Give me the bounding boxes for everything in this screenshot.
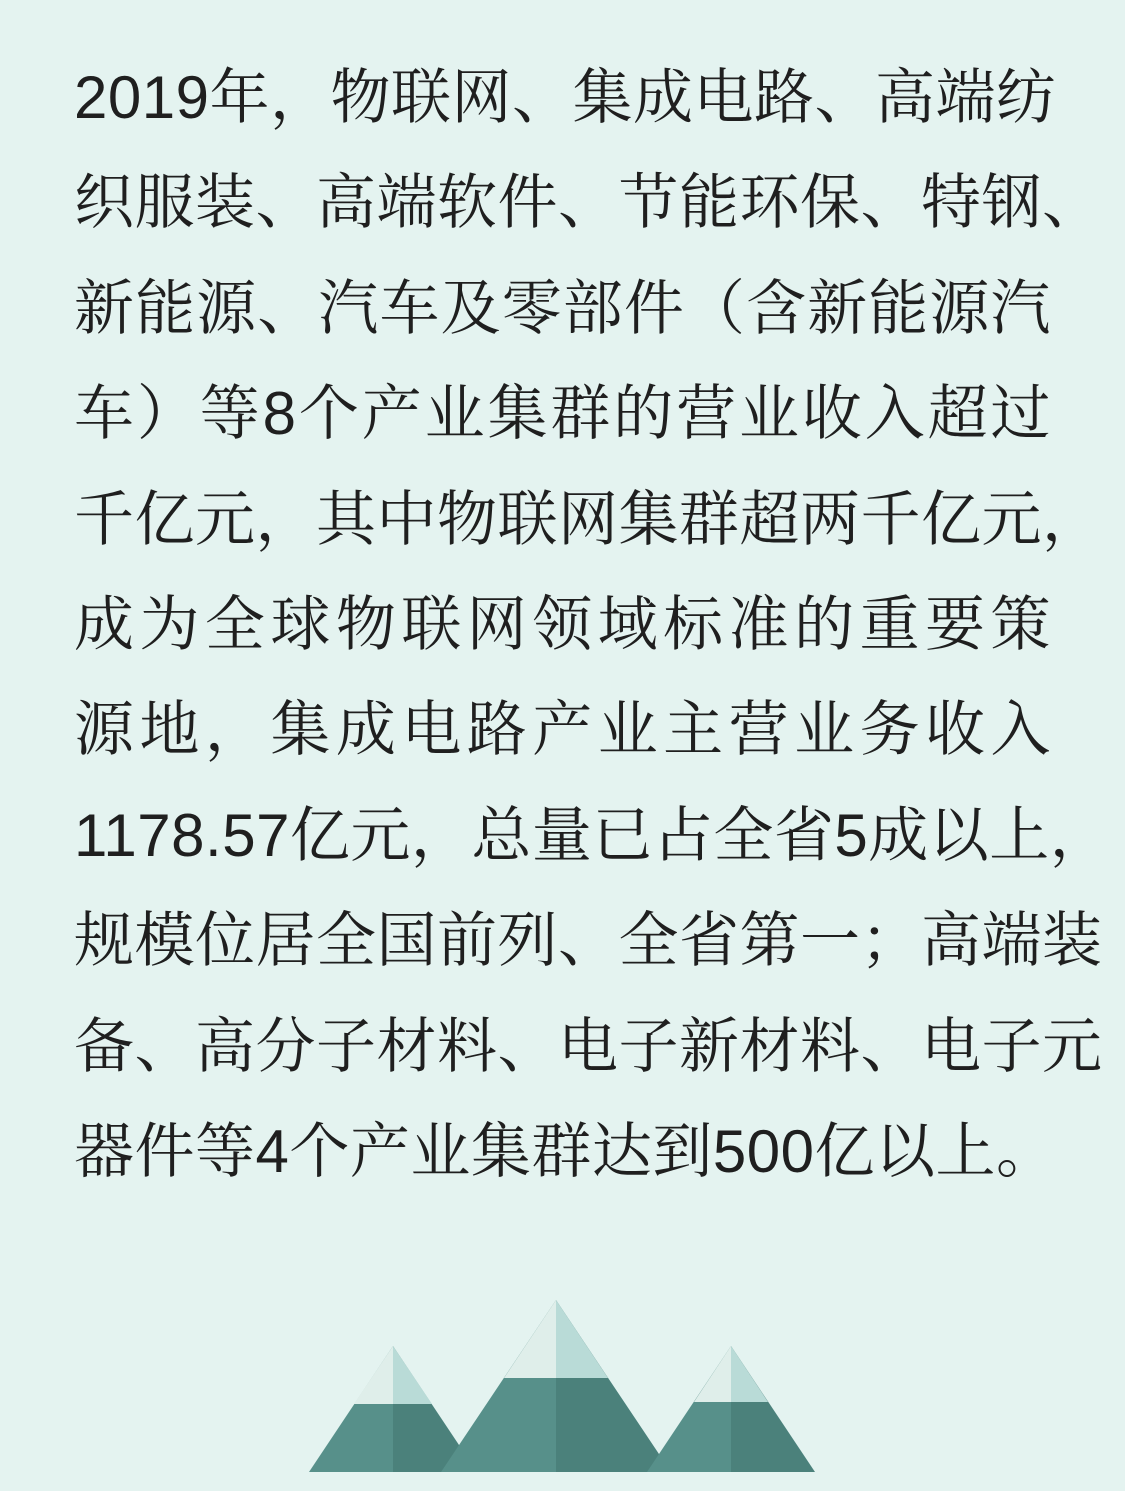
text-line: 1178.57亿元，总量已占全省5成以上， [74, 801, 1111, 869]
text-line: 成为全球物联网领域标准的重要策 [74, 591, 1051, 659]
center-mountain-right-face [556, 1300, 671, 1472]
text-line: 源地，集成电路产业主营业务收入 [74, 696, 1051, 764]
left-mountain [309, 1346, 477, 1472]
text-line: 规模位居全国前列、全省第一；高端装 [74, 907, 1103, 975]
text-line: 备、高分子材料、电子新材料、电子元 [74, 1012, 1103, 1080]
article-text [74, 45, 1111, 1204]
left-mountain-snowcap-left [354, 1346, 393, 1404]
mountains-illustration [0, 1300, 1125, 1472]
text-line: 器件等4个产业集群达到500亿以上。 [74, 1118, 1057, 1186]
left-mountain-snowcap-right [393, 1346, 432, 1404]
text-line: 新能源、汽车及零部件（含新能源汽 [74, 274, 1051, 342]
right-mountain-left-face [647, 1346, 731, 1472]
center-mountain [441, 1300, 671, 1472]
text-line: 2019年，物联网、集成电路、高端纺 [74, 64, 1057, 131]
text-line: 千亿元，其中物联网集群超两千亿元， [74, 485, 1103, 553]
text-line: 车）等8个产业集群的营业收入超过 [74, 380, 1051, 448]
right-mountain [647, 1346, 815, 1472]
right-mountain-right-face [731, 1346, 815, 1472]
text-line: 织服装、高端软件、节能环保、特钢、 [74, 169, 1103, 237]
